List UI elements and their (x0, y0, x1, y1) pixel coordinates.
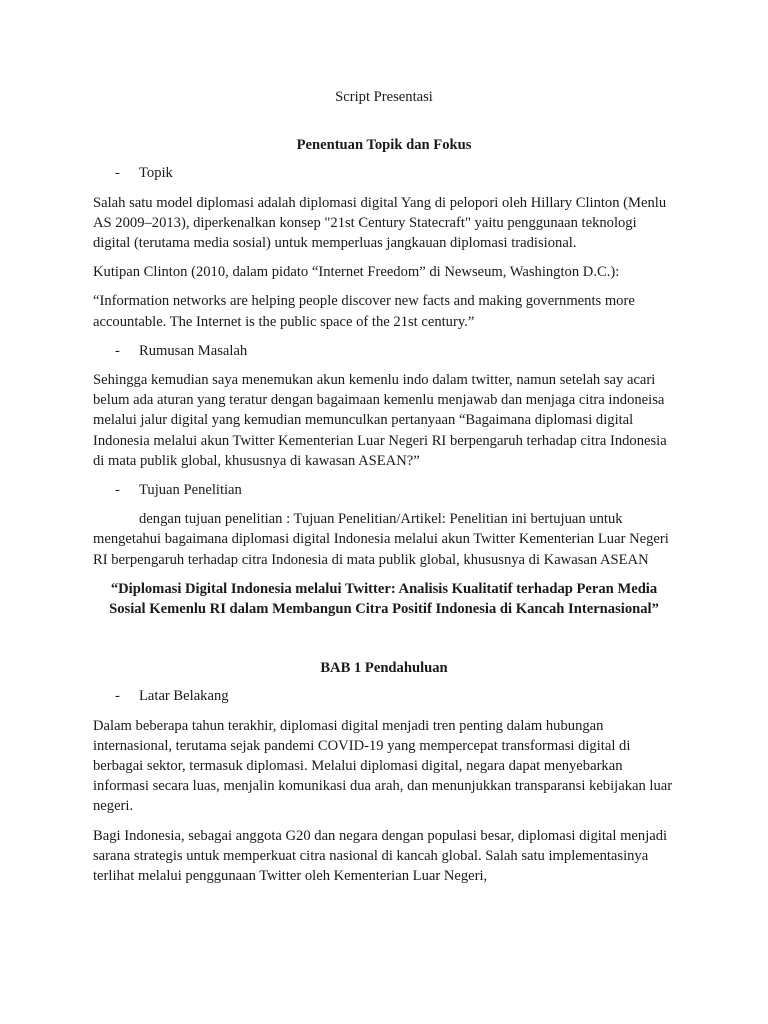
section-heading-topik-fokus: Penentuan Topik dan Fokus (296, 137, 472, 154)
bullet-label-topik: Topik (139, 165, 173, 182)
research-title: “Diplomasi Digital Indonesia melalui Twitter: Analisis Kualitatif terhadap Peran Media Sosial Kemenlu RI dalam Membangun Citra Positif Indonesia di Kancah Internasional” (109, 580, 659, 618)
bullet-dash: - (115, 482, 120, 499)
paragraph-tujuan: dengan tujuan penelitian : Tujuan Penelitian/Artikel: Penelitian ini bertujuan untuk mengetahui bagaimana diplomasi digital Indonesia melalui akun Twitter Kementerian Luar Negeri RI berpengaruh terhadap citra Indonesia di mata publik global, khususnya di Kawasan ASEAN (93, 511, 669, 568)
bullet-dash: - (115, 165, 120, 182)
bullet-dash: - (115, 342, 120, 359)
bullet-label-tujuan: Tujuan Penelitian (139, 482, 242, 499)
document-title: Script Presentasi (335, 89, 433, 105)
section-heading-bab1: BAB 1 Pendahuluan (320, 660, 448, 677)
paragraph-topik: Salah satu model diplomasi adalah diplomasi digital Yang di pelopori oleh Hillary Clinton (Menlu AS 2009–2013), diperkenalkan konsep "21st Century Statecraft" yaitu penggunaan teknologi digital (terutama media sosial) untuk memperluas jangkauan diplomasi tradisional. (93, 194, 667, 252)
paragraph-quote: “Information networks are helping people discover new facts and making governments more accountable. The Internet is the public space of the 21st century.” (93, 293, 635, 330)
bullet-tujuan (93, 480, 675, 500)
bullet-topik (93, 163, 675, 183)
paragraph-latar-1: Dalam beberapa tahun terakhir, diplomasi digital menjadi tren penting dalam hubungan internasional, terutama sejak pandemi COVID-19 yang mempercepat transformasi digital di berbagai sektor, termasuk diplomasi. Melalui diplomasi digital, negara dapat menyebarkan informasi secara luas, menjalin komunikasi dua arah, dan menunjukkan transparansi kebijakan luar negeri. (93, 717, 673, 815)
paragraph-quote-intro: Kutipan Clinton (2010, dalam pidato “Internet Freedom” di Newseum, Washington D.C.): (93, 264, 620, 281)
document-body (93, 87, 675, 895)
bullet-latar (93, 686, 675, 706)
bullet-label-latar: Latar Belakang (139, 688, 229, 705)
paragraph-rumusan: Sehingga kemudian saya menemukan akun kemenlu indo dalam twitter, namun setelah say acari belum ada aturan yang teratur dengan bagaimaan kemenlu menjawab dan menjaga citra indoneisa melalui jalur digital yang kemudian memunculkan pertanyaan “Bagaimana diplomasi digital Indonesia melalui akun Twitter Kementerian Luar Negeri RI berpengaruh terhadap citra Indonesia di mata publik global, khususnya di kawasan ASEAN?” (93, 372, 667, 469)
bullet-dash: - (115, 688, 120, 705)
bullet-label-rumusan: Rumusan Masalah (139, 342, 248, 359)
paragraph-latar-2: Bagi Indonesia, sebagai anggota G20 dan negara dengan populasi besar, diplomasi digital menjadi sarana strategis untuk memperkuat citra nasional di kancah global. Salah satu implementasinya terlihat melalui penggunaan Twitter oleh Kementerian Luar Negeri, (93, 827, 668, 885)
bullet-rumusan (93, 341, 675, 361)
